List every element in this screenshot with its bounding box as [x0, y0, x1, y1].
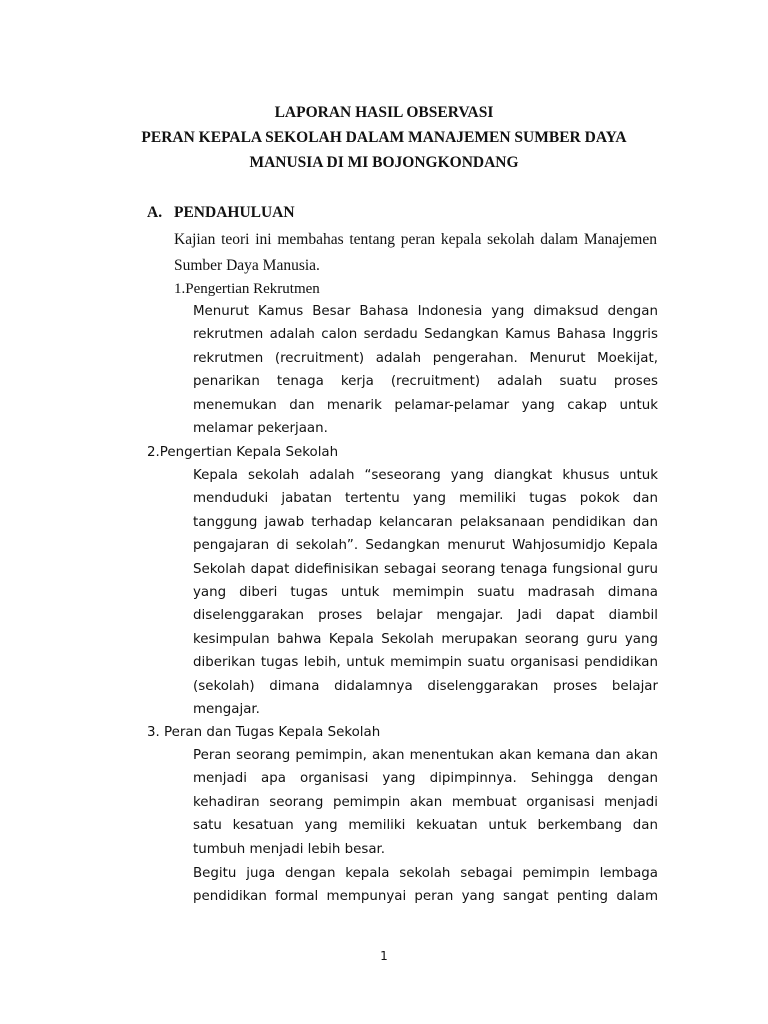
section-a-letter: A. [147, 204, 163, 221]
page-number: 1 [380, 949, 388, 963]
subsection-3-paragraph-1: Peran seorang pemimpin, akan menentukan akan kemana dan akan menjadi apa organisasi yang dipimpinnya. Sehingga dengan kehadiran seorang pemimpin akan membuat organisasi menjadi satu kesatuan yang memiliki kekuatan untuk berkembang dan tumbuh menjadi lebih besar. [193, 748, 658, 857]
subsection-2-label: 2.Pengertian Kepala Sekolah [147, 445, 339, 460]
subsection-3-paragraph-2: Begitu juga dengan kepala sekolah sebagai pemimpin lembaga pendidikan formal mempunyai peran yang sangat penting dalam [193, 866, 658, 905]
section-a-intro: Kajian teori ini membahas tentang peran kepala sekolah dalam Manajemen Sumber Daya Manusia. [174, 231, 657, 274]
title-line-1: LAPORAN HASIL OBSERVASI [274, 104, 494, 121]
title-line-3: MANUSIA DI MI BOJONGKONDANG [249, 154, 519, 171]
section-a-heading: PENDAHULUAN [174, 204, 295, 221]
subsection-1-paragraph: Menurut Kamus Besar Bahasa Indonesia yang dimaksud dengan rekrutmen adalah calon serdadu Sedangkan Kamus Bahasa Inggris rekrutmen (recruitment) adalah pengerahan. Menurut Moekijat, penarikan tenaga kerja (recruitment) adalah suatu proses menemukan dan menarik pelamar-pelamar yang cakap untuk melamar pekerjaan. [193, 304, 658, 437]
subsection-2-paragraph: Kepala sekolah adalah “seseorang yang diangkat khusus untuk menduduki jabatan tertentu yang memiliki tugas pokok dan tanggung jawab terhadap kelancaran pelaksanaan pendidikan dan pengajaran di sekolah”. Sedangkan menurut Wahjosumidjo Kepala Sekolah dapat didefinisikan sebagai seorang tenaga fungsional guru yang diberi tugas untuk memimpin suatu madrasah dimana diselenggarakan proses belajar mengajar. Jadi dapat diambil kesimpulan bahwa Kepala Sekolah merupakan seorang guru yang diberikan tugas lebih, untuk memimpin suatu organisasi pendidikan (sekolah) dimana didalamnya diselenggarakan proses belajar mengajar. [193, 468, 658, 718]
subsection-3-label: 3. Peran dan Tugas Kepala Sekolah [147, 725, 381, 740]
document-title [0, 100, 768, 175]
subsection-1-label: 1.Pengertian Rekrutmen [174, 281, 320, 297]
title-line-2: PERAN KEPALA SEKOLAH DALAM MANAJEMEN SUMBER DAYA [141, 129, 627, 146]
